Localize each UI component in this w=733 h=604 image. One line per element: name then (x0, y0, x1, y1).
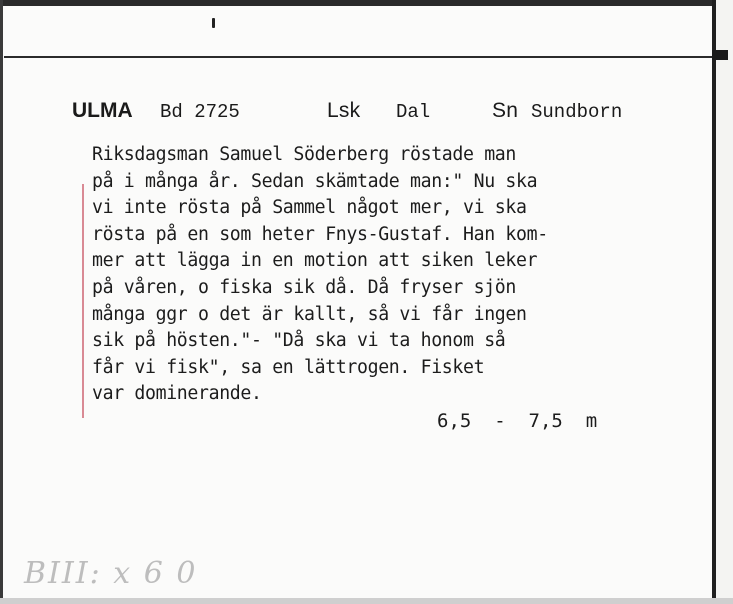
scan-margin-right (716, 0, 733, 604)
body-line: vi inte rösta på Sammel något mer, vi ska (92, 197, 527, 219)
province-value: Dal (396, 101, 431, 123)
body-line: rösta på en som heter Fnys-Gustaf. Han kom- (92, 223, 548, 245)
body-line: många ggr o det är kallt, så vi får ingen (92, 303, 527, 325)
parish-value: Sundborn (531, 101, 623, 123)
province-label: Lsk (327, 99, 361, 122)
body-line: mer att lägga in en motion att siken leker (92, 250, 538, 272)
scan-border-left (0, 0, 3, 604)
margin-line (82, 184, 84, 418)
volume-number: Bd 2725 (160, 101, 240, 123)
card-top-rule (4, 56, 712, 58)
scan-border-bottom (0, 598, 733, 604)
body-line: får vi fisk", sa en lättrogen. Fisket (92, 356, 485, 378)
body-line: Riksdagsman Samuel Söderberg röstade man (92, 144, 516, 165)
body-line: sik på hösten."- "Då ska vi ta honom så (92, 330, 506, 352)
ink-mark (212, 18, 215, 28)
parish-label: Sn (492, 99, 519, 122)
body-line: var dominerande. (92, 383, 262, 405)
body-line: på våren, o fiska sik då. Då fryser sjön (92, 276, 516, 298)
handwritten-stamp: BIII: x 6 0 (24, 556, 198, 591)
scan-border-top (0, 0, 733, 6)
length-range: 6,5 - 7,5 m (437, 410, 598, 432)
scan-edge-mark (712, 50, 728, 60)
card-body-text (92, 142, 692, 408)
body-line: på i många år. Sedan skämtade man:" Nu ska (92, 170, 538, 192)
archive-code: ULMA (72, 99, 133, 122)
